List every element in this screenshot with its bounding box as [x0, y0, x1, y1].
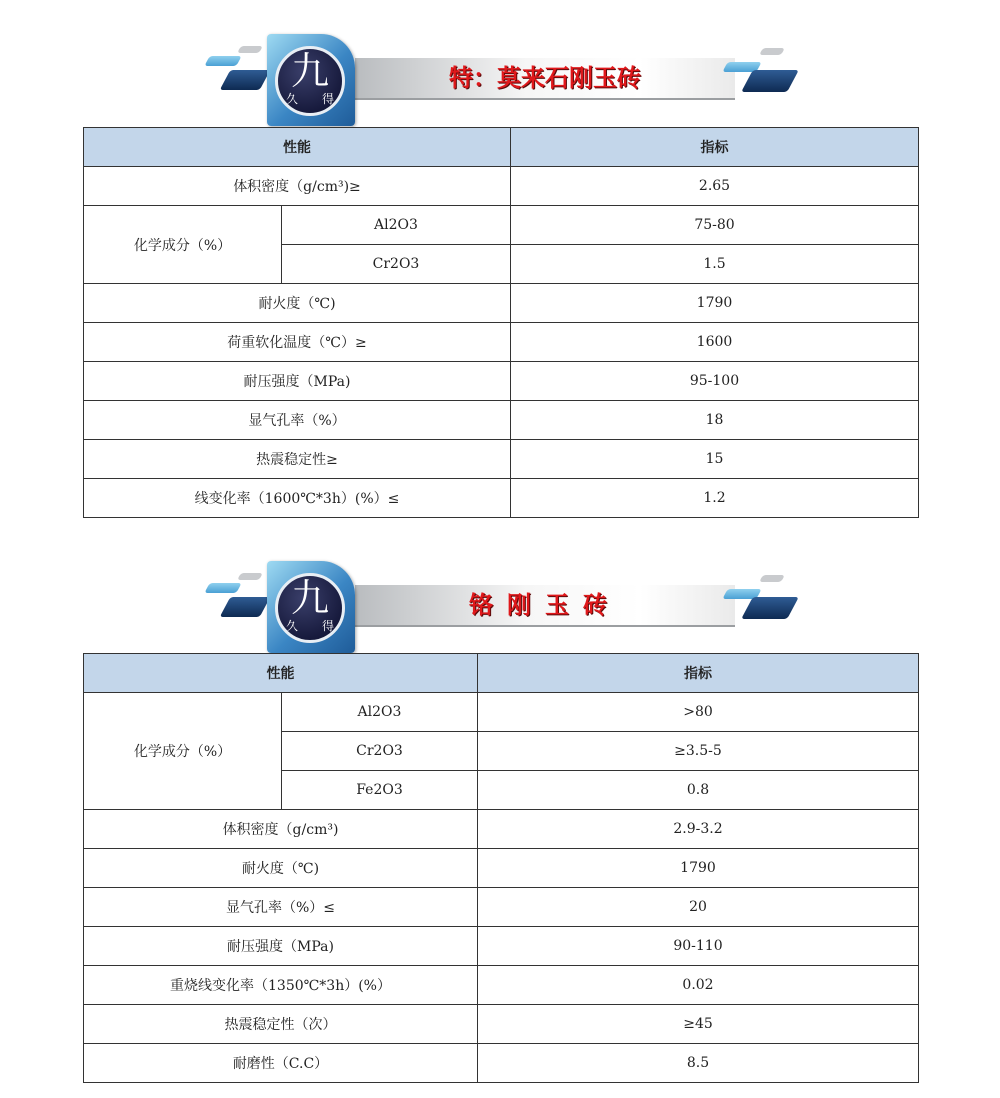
value-cell: 1790 — [511, 284, 919, 323]
property-cell: 荷重软化温度（℃）≥ — [84, 323, 511, 362]
property-cell: 耐火度（℃) — [84, 849, 478, 888]
sub-property-cell: Al2O3 — [282, 206, 511, 245]
section-title: 铬刚玉砖 — [469, 591, 621, 619]
value-cell: 8.5 — [478, 1044, 919, 1083]
title-bar — [355, 58, 735, 100]
property-cell: 热震稳定性≥ — [84, 440, 511, 479]
table-row — [84, 966, 919, 1005]
table-row — [84, 440, 919, 479]
table-row — [84, 927, 919, 966]
value-cell: 15 — [511, 440, 919, 479]
table-row — [84, 1044, 919, 1083]
property-cell: 线变化率（1600℃*3h）(%）≤ — [84, 479, 511, 518]
sub-property-cell: Cr2O3 — [282, 245, 511, 284]
table-row — [84, 362, 919, 401]
table-row — [84, 693, 919, 732]
value-cell: 75-80 — [511, 206, 919, 245]
header-value: 指标 — [478, 654, 919, 693]
logo-emblem: 九 久 得 — [275, 46, 345, 116]
value-cell: 1790 — [478, 849, 919, 888]
header-value: 指标 — [511, 128, 919, 167]
value-cell: 2.65 — [511, 167, 919, 206]
banner-decoration — [741, 70, 799, 92]
title-banner — [195, 557, 805, 657]
banner-decoration — [204, 583, 241, 593]
title-bar — [355, 585, 735, 627]
property-cell: 重烧线变化率（1350℃*3h）(%） — [84, 966, 478, 1005]
table-header-row — [84, 654, 919, 693]
sub-property-cell: Fe2O3 — [282, 771, 478, 810]
sub-property-cell: Cr2O3 — [282, 732, 478, 771]
value-cell: 1.5 — [511, 245, 919, 284]
header-property: 性能 — [84, 654, 478, 693]
table-row — [84, 1005, 919, 1044]
section-title: 特：莫来石刚玉砖 — [449, 64, 641, 92]
property-cell: 体积密度（g/cm³)≥ — [84, 167, 511, 206]
property-cell: 体积密度（g/cm³) — [84, 810, 478, 849]
table-row — [84, 167, 919, 206]
title-banner — [195, 30, 805, 130]
banner-decoration — [759, 575, 785, 582]
value-cell: >80 — [478, 693, 919, 732]
property-cell: 显气孔率（%） — [84, 401, 511, 440]
value-cell: ≥3.5-5 — [478, 732, 919, 771]
table-row — [84, 849, 919, 888]
banner-decoration — [220, 70, 271, 90]
table-row — [84, 284, 919, 323]
company-logo — [267, 34, 355, 126]
value-cell: 2.9-3.2 — [478, 810, 919, 849]
table-row — [84, 479, 919, 518]
spec-table — [83, 127, 919, 518]
value-cell: 1.2 — [511, 479, 919, 518]
table-header-row — [84, 128, 919, 167]
group-cell: 化学成分（%） — [84, 206, 282, 284]
banner-decoration — [220, 597, 271, 617]
banner-decoration — [204, 56, 241, 66]
table-row — [84, 888, 919, 927]
property-cell: 耐压强度（MPa) — [84, 362, 511, 401]
sub-property-cell: Al2O3 — [282, 693, 478, 732]
value-cell: 20 — [478, 888, 919, 927]
property-cell: 显气孔率（%）≤ — [84, 888, 478, 927]
spec-table — [83, 653, 919, 1083]
property-cell: 耐磨性（C.C） — [84, 1044, 478, 1083]
logo-emblem: 九 久 得 — [275, 573, 345, 643]
value-cell: 0.8 — [478, 771, 919, 810]
table-row — [84, 810, 919, 849]
banner-decoration — [237, 573, 263, 580]
value-cell: 18 — [511, 401, 919, 440]
value-cell: 1600 — [511, 323, 919, 362]
property-cell: 热震稳定性（次） — [84, 1005, 478, 1044]
value-cell: 0.02 — [478, 966, 919, 1005]
table-row — [84, 206, 919, 245]
property-cell: 耐火度（℃) — [84, 284, 511, 323]
company-logo — [267, 561, 355, 653]
table-row — [84, 401, 919, 440]
table-row — [84, 323, 919, 362]
banner-decoration — [741, 597, 799, 619]
property-cell: 耐压强度（MPa) — [84, 927, 478, 966]
header-property: 性能 — [84, 128, 511, 167]
group-cell: 化学成分（%） — [84, 693, 282, 810]
value-cell: ≥45 — [478, 1005, 919, 1044]
value-cell: 90-110 — [478, 927, 919, 966]
value-cell: 95-100 — [511, 362, 919, 401]
banner-decoration — [759, 48, 785, 55]
banner-decoration — [237, 46, 263, 53]
